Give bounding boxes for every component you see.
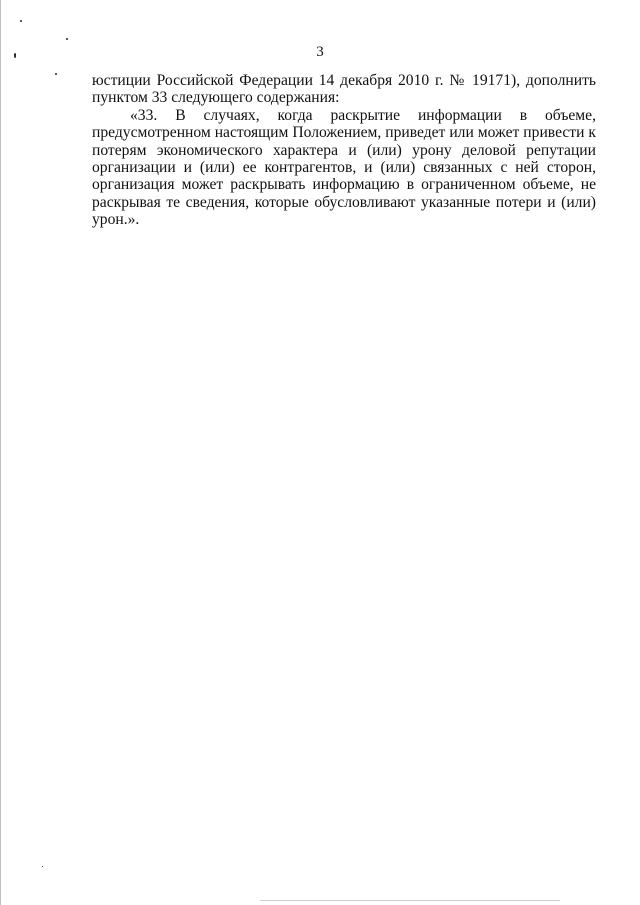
text-line: предусмотренном настоящим Положением, приведет или может привести к	[92, 124, 596, 142]
scan-bottom-edge	[260, 900, 560, 901]
text-line: организация может раскрывать информацию в ограниченном объеме, не	[92, 176, 596, 194]
scan-speck	[66, 38, 68, 40]
text-line: раскрывая те сведения, которые обусловливают указанные потери и (или)	[92, 193, 596, 211]
text-line: организации и (или) ее контрагентов, и (или) связанных с ней сторон,	[92, 158, 596, 176]
scan-edge	[0, 0, 1, 905]
text-line: юстиции Российской Федерации 14 декабря 2010 г. № 19171), дополнить	[92, 72, 596, 89]
text-line: потерям экономического характера и (или) урону деловой репутации	[92, 141, 596, 159]
text-line: «33. В случаях, когда раскрытие информации в объеме,	[130, 106, 596, 124]
scan-speck	[55, 73, 57, 75]
document-body	[92, 72, 596, 229]
scan-speck	[20, 20, 22, 22]
text-line: пунктом 33 следующего содержания:	[92, 89, 340, 107]
text-line: урон.».	[92, 211, 140, 229]
page-number: 3	[316, 44, 324, 60]
scan-speck	[42, 866, 43, 867]
